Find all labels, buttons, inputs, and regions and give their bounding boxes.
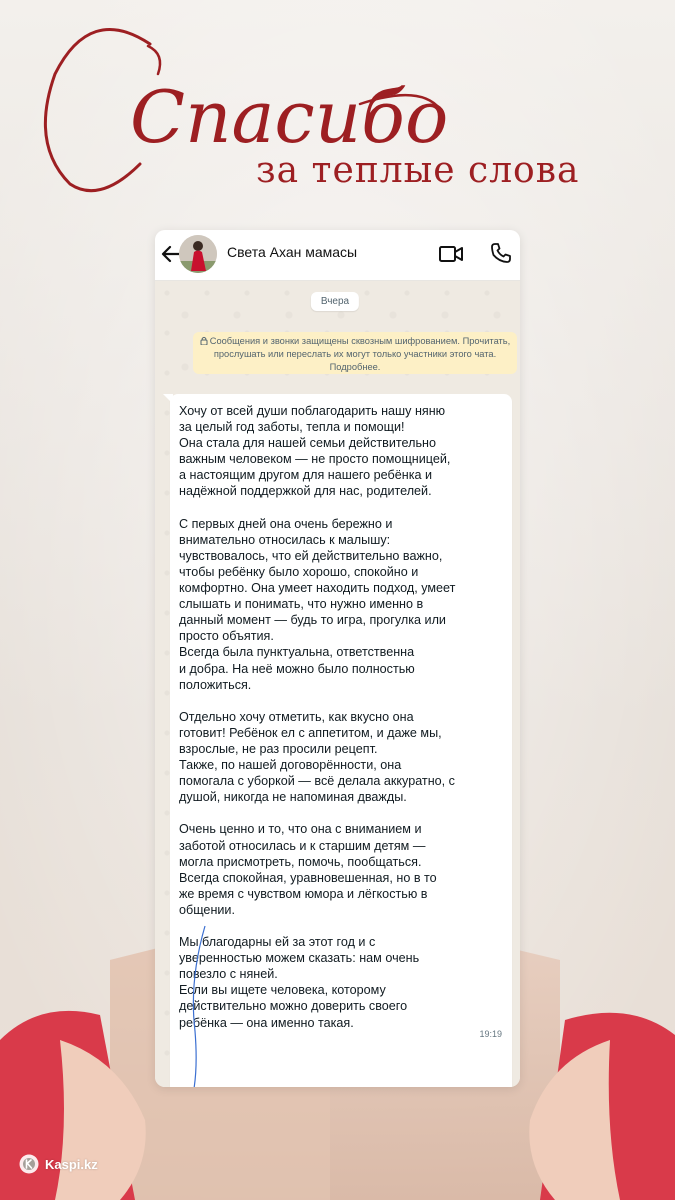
- bubble-tail: [163, 394, 173, 404]
- message-time: 19:19: [479, 1029, 502, 1039]
- chat-area[interactable]: [155, 281, 520, 1087]
- hero-subtitle: за теплые слова: [256, 150, 580, 191]
- avatar-image: [179, 235, 217, 273]
- pen-scribble: [167, 921, 207, 1087]
- lock-icon: [200, 336, 208, 345]
- encryption-notice[interactable]: [193, 332, 517, 374]
- hero-title-text: Спасибо: [130, 75, 449, 159]
- kaspi-watermark: Kaspi.kz: [45, 1157, 98, 1172]
- message-text: Хочу от всей души поблагодарить нашу няню за целый год заботы, тепла и помощи! Она стала для нашей семьи действительно важным человеком — не просто помощницей, а настоящим другом для нашего ребёнка и надёжной поддержкой для нас, родителей. С первых дней она очень бережно и внимательно относилась к малышу: чувствовалось, что ей действительно важно, чтобы ребёнку было хорошо, спокойно и комфортно. Она умеет находить подход, умеет слышать и понимать, что нужно именно в данный момент — будь то игра, прогулка или просто объятия. Всегда была пунктуальна, ответственна и добра. На неё можно было полностью положиться. Отдельно хочу отметить, как вкусно она готовит! Ребёнок ел с аппетитом, и даже мы, взрослые, не раз просили рецепт. Также, по нашей договорённости, она помогала с уборкой — всё делала аккуратно, с душой, никогда не напоминая дважды. Очень ценно и то, что она с вниманием и заботой относилась и к старшим детям — могла присмотреть, помочь, пообщаться. Всегда спокойная, уравновешенная, но в то же время с чувством юмора и лёгкостью в общении. Мы благодарны ей за этот год и с уверенностью можем сказать: нам очень повезло с няней. Если вы ищете человека, которому действительно можно доверить своего ребёнка — она именно такая.: [179, 404, 456, 1030]
- kaspi-logo-icon: [19, 1154, 39, 1174]
- encryption-notice-text: Сообщения и звонки защищены сквозным шифрованием. Прочитать, прослушать или переслать их могут только участники этого чата. Подробнее.: [209, 336, 511, 372]
- message-bubble[interactable]: [170, 394, 512, 1087]
- contact-avatar[interactable]: [179, 235, 217, 273]
- phone-icon[interactable]: [489, 241, 513, 265]
- video-camera-icon[interactable]: [437, 242, 465, 266]
- chat-header: [155, 230, 520, 281]
- chat-screenshot: [155, 230, 520, 1087]
- contact-name[interactable]: Света Ахан мамасы: [227, 244, 358, 260]
- date-chip: Вчера: [311, 292, 359, 311]
